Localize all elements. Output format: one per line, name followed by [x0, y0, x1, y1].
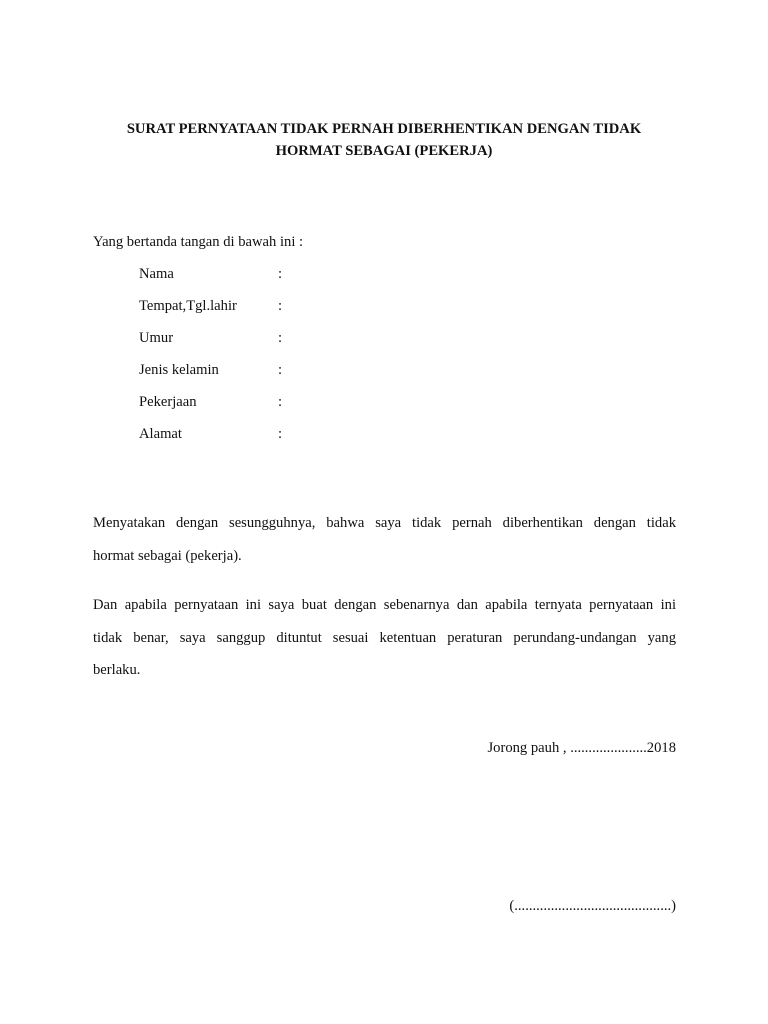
title-line-1: SURAT PERNYATAAN TIDAK PERNAH DIBERHENTIKAN DENGAN TIDAK	[126, 121, 642, 137]
field-colon: :	[278, 298, 283, 314]
paragraph-line: berlaku.	[93, 662, 141, 678]
field-label: Alamat	[139, 426, 182, 442]
field-colon: :	[278, 266, 283, 282]
field-label: Jenis kelamin	[139, 362, 219, 378]
field-row-nama	[139, 264, 439, 296]
field-row-alamat	[139, 424, 439, 456]
field-row-pekerjaan	[139, 392, 439, 424]
intro-text: Yang bertanda tangan di bawah ini :	[93, 234, 304, 250]
title-line-2: HORMAT SEBAGAI (PEKERJA)	[275, 143, 493, 159]
paragraph-line: tidak benar, saya sanggup dituntut sesuai ketentuan peraturan perundang-undangan yang	[93, 629, 676, 646]
field-colon: :	[278, 330, 283, 346]
paragraph-line: hormat sebagai (pekerja).	[93, 547, 242, 564]
signature-line: (...........................................)	[509, 898, 676, 914]
paragraph-line: Menyatakan dengan sesungguhnya, bahwa saya tidak pernah diberhentikan dengan tidak	[93, 515, 676, 531]
field-colon: :	[278, 394, 283, 410]
field-row-jenis-kelamin	[139, 360, 439, 392]
field-colon: :	[278, 362, 283, 378]
field-label: Tempat,Tgl.lahir	[139, 298, 237, 314]
field-label: Pekerjaan	[139, 394, 197, 410]
statement-paragraph	[93, 507, 676, 572]
field-label: Umur	[139, 330, 174, 346]
identity-fields	[139, 264, 439, 456]
place-and-date: Jorong pauh , .....................2018	[487, 740, 676, 756]
liability-paragraph	[93, 589, 676, 687]
field-row-umur	[139, 328, 439, 360]
field-label: Nama	[139, 266, 174, 282]
paragraph-line: Dan apabila pernyataan ini saya buat dengan sebenarnya dan apabila ternyata pernyataan ini	[93, 597, 676, 613]
document-title	[92, 118, 676, 162]
field-row-tempat-tgl-lahir	[139, 296, 439, 328]
field-colon: :	[278, 426, 283, 442]
